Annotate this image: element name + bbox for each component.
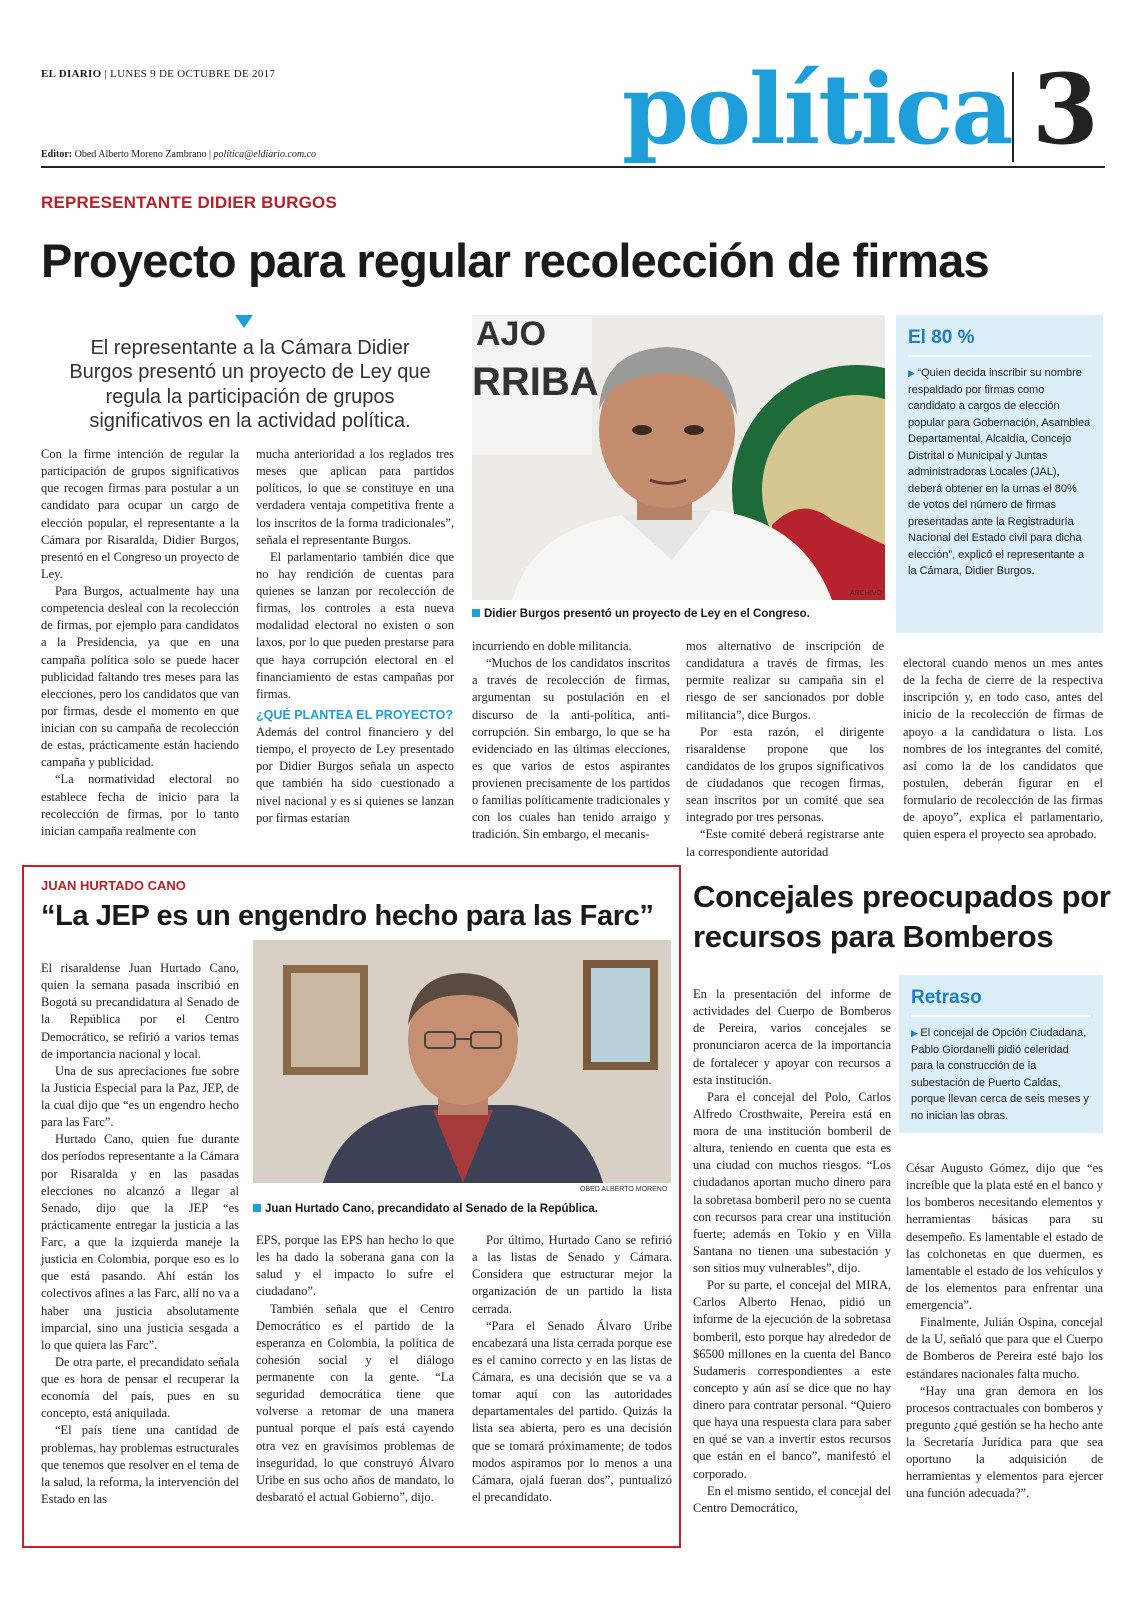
story1-subhead: ¿QUÉ PLANTEA EL PROYECTO? [256,707,454,722]
paragraph: Por esta razón, el dirigente risaraldense propone que los candidatos de los grupos significativos de ciudadanos que recogen firmas, sean inscritos por un comité que sea integrado por tres personas. [686,724,884,825]
sidebar-text: “Quien decida inscribir su nombre respaldado por firmas como candidato a cargos de elección popular para Gobernación, Asamblea Departamental, Alcaldía, Concejo Distrital o Municipal y Juntas administradoras Locales (JAL), deberá obtener en la urnas el 80% de votos del número de firmas presentadas ante la Registraduría Nacional del Estado civil para dicha elección”, explicó el representante a la Cámara, Didier Burgos. [908,367,1091,577]
story1-column-5 [903,655,1103,843]
sidebar-body [911,1025,1091,1124]
sidebar-title: El 80 % [908,327,1091,357]
paragraph: El parlamentario también dice que no hay rendición de cuentas para quienes se lanzan por recolección de firmas, los controles a esta nueva modalidad electoral no existen o son laxos, por lo que pueden prestarse para que haya corrupción electoral en el financiamiento de estas campañas por firmas. [256,549,454,701]
editor-label: Editor: [41,149,73,160]
triangle-marker-icon [235,315,253,328]
paragraph: En la presentación del informe de actividades del Cuerpo de Bomberos de Pereira, varios concejales se pronunciaron acerca de la importancia de fortalecer y apoyar con recursos a esta institución. [693,987,891,1087]
photo2-caption-text: Juan Hurtado Cano, precandidato al Senado de la República. [265,1203,598,1215]
photo1-caption [472,608,892,620]
story1-column-1 [41,446,239,840]
paragraph: electoral cuando menos un mes antes de la fecha de cierre de la respectiva inscripción y, en todo caso, antes del inicio de la recolección de firmas de apoyo a la candidatura o lista. Los nombres de los integrantes del comité, así como la de los candidatos que postulen, deberán figurar en el formulario de recolección de las firmas de apoyo”, explica el parlamentario, quien espera el proyecto sea aprobado. [903,656,1103,842]
paragraph: El risaraldense Juan Hurtado Cano, quien la semana pasada inscribió en Bogotá su precandidatura al Senado de la República por el Centro Democrático, se refirió a varios temas de importancia nacional y local. [41,961,239,1061]
sidebar-retraso [899,975,1103,1133]
paragraph: Además del control financiero y del tiempo, el proyecto de Ley presentado por Didier Burgos señala un aspecto que también ha sido cuestionado a nivel nacional y es si quienes se lanzan por firmas estarían [256,725,454,825]
paragraph: Con la firme intención de regular la participación de grupos significativos que recogen firmas para postular a un candidato para ocupar un cargo de elección popular, el representante a la Cámara por Risaralda, Didier Burgos, presentó en el Congreso un proyecto de Ley. [41,447,239,581]
svg-text:AJO: AJO [476,315,546,353]
paragraph: “Hay una gran demora en los procesos contractuales con bomberos y pregunto ¿qué gestión se ha hecho ante la Secretaría Jurídica para que sea oportuno la adquisición de herramientas y elementos para ejercer una función adecuada?”. [906,1383,1103,1501]
story2-kicker: JUAN HURTADO CANO [41,878,186,893]
story1-kicker: REPRESENTANTE DIDIER BURGOS [41,193,338,212]
paragraph: Una de sus apreciaciones fue sobre la Justicia Especial para la Paz, JEP, de la cual dijo que “es un engendro hecho para las Farc”. [41,1063,239,1130]
portrait-illustration [472,315,885,600]
portrait-illustration [253,940,671,1183]
paragraph: Finalmente, Julián Ospina, concejal de la U, señaló que para que el Cuerpo de Bomberos de Pereira esté bajo los estándares nacionales falta mucho. [906,1315,1103,1381]
photo2-credit: OBED ALBERTO MORENO [580,1186,668,1193]
paragraph: También señala que el Centro Democrático es el partido de la esperanza en Colombia, la política de cohesión social y el diálogo permanente con la gente. “La seguridad democrática tiene que volverse a retomar de una manera puntual porque el país está cayendo otra vez en gravísimos problemas de inseguridad, lo que construyó Álvaro Uribe en sus ocho años de mandato, lo desbarató el actual Gobierno”, dijo. [256,1301,454,1504]
paragraph: “El país tiene una cantidad de problemas, hay problemas estructurales que tenemos que resolver en el tema de la salud, la reforma, la intervención del Estado en las [41,1423,239,1506]
sidebar-body [908,365,1091,580]
svg-text:RRIBA: RRIBA [472,360,599,404]
caption-bullet-icon [253,1204,261,1212]
story2-headline: “La JEP es un engendro hecho para las Farc” [41,900,654,932]
editor-email[interactable]: política@eldiario.com.co [213,149,317,160]
paragraph: EPS, porque las EPS han hecho lo que les ha dado la soberana gana con la salud y el impacto lo sufre el ciudadano”. [256,1233,454,1299]
story2-column-3 [472,1232,672,1506]
header-rule [41,166,1105,168]
story1-deck: El representante a la Cámara Didier Burgos presentó un proyecto de Ley que regula la participación de grupos significativos en la actividad política. [69,337,431,433]
dateline-separator: | [104,68,111,80]
caption-bullet-icon [472,609,480,617]
bullet-arrow-icon: ▶ [911,1028,921,1038]
photo-didier-burgos [472,315,885,600]
editor-name: Obed Alberto Moreno Zambrano [74,149,207,160]
paragraph: Por su parte, el concejal del MIRA, Carlos Alberto Henao, pidió un informe de la ejecución de la sobretasa bomberil, esto porque hay alrededor de $6500 millones en la cuenta del Banco Sudameris correspondientes a este concepto y aún así se dice que no hay dinero para contratar personal. “Quiero que haya una respuesta clara para saber en qué se van a invertir estos recursos que están en el banco”, manifestó el corporado. [693,1278,891,1481]
paragraph: “Este comité deberá registrarse ante la correspondiente autoridad [686,827,884,859]
paragraph: Por último, Hurtado Cano se refirió a las listas de Senado y Cámara. Considera que estructurar mejor la organización de un partido la lista cerrada. [472,1233,672,1316]
story3-headline: Concejales preocupados por recursos para Bomberos [693,879,1111,954]
story2-column-2 [256,1232,454,1506]
story2-column-1 [41,960,239,1508]
bullet-arrow-icon: ▶ [908,368,918,378]
story3-column-1 [693,986,891,1517]
photo2-caption [253,1203,673,1215]
photo1-credit: ARCHIVO [850,590,882,597]
photo1-caption-text: Didier Burgos presentó un proyecto de Ley en el Congreso. [484,608,810,620]
story1-headline: Proyecto para regular recolección de firmas [41,234,989,287]
paragraph: César Augusto Gómez, dijo que “es increíble que la plata esté en el banco y los bomberos necesitando elementos y herramientas básicas para su desempeño. Es lamentable el estado de las colchonetas en que duermen, es lamentable el estado de los vehículos y de los elementos para enfrentar una emergencia”. [906,1161,1103,1312]
paragraph: Hurtado Cano, quien fue durante dos períodos representante a la Cámara por Risaralda y en las pasadas elecciones no alcanzó a llegar al Senado, dijo que la JEP “es prácticamente entregar la justicia a las Farc, a que la izquierda maneje la justicia en Colombia, porque eso es lo que está pasando. Ahí están los colectivos afines a las Farc, allí no va a haber una justicia absolutamente imparcial, sino una justicia sesgada a lo que quiera las Farc”. [41,1132,239,1352]
paragraph: “Para el Senado Álvaro Uribe encabezará una lista cerrada porque ese es el camino correcto y en las listas de Cámara, es una decisión que se va a tomar aquí con las autoridades departamentales del partido. Quizás la lista sea abierta, pero es una decisión que se tomará próximamente; de todos modos aspiramos por lo menos a una Cámara, ojalá fueran dos”, puntualizó el precandidato. [472,1318,672,1504]
paper-name: EL DIARIO [41,68,102,80]
paragraph: De otra parte, el precandidato señala que es hora de pensar el recuperar la economía del país, pues en su concepto, está aniquilada. [41,1354,239,1421]
paper-dateline [41,68,275,80]
paragraph: Para el concejal del Polo, Carlos Alfredo Crosthwaite, Pereira está en mora de una institución bomberil de altura, teniendo en cuenta que esta es una ciudad con muchos riesgos. “Los ciudadanos aportan mucho dinero para la sobretasa bomberil pero no se cuenta con recursos para crear una institución fuerte; además en Tokio y en Villa Santana no tienen una subestación y son sitios muy vulnerables”, dijo. [693,1089,891,1275]
paragraph: Para Burgos, actualmente hay una competencia desleal con la recolección de firmas, por ejemplo para candidatos a la Presidencia, ya que en una campaña política solo se puede hacer publicidad faltando tres meses para las elecciones, pero los candidatos que van por firmas, desde el momento en que inician con su campaña de recolección de estas, prácticamente están haciendo campaña y publicidad. [41,584,239,770]
paragraph: incurriendo en doble militancia. [472,639,632,653]
story1-column-3 [472,638,670,844]
story3-column-2 [906,1160,1103,1503]
editor-line: Editor: Obed Alberto Moreno Zambrano | política@eldiario.com.co [41,149,317,160]
photo-juan-hurtado-cano [253,940,671,1183]
page-number: 3 [1032,53,1099,166]
sidebar-title: Retraso [911,987,1091,1017]
sidebar-text: El concejal de Opción Ciudadana, Pablo Giordanelli pidió celeridad para la construcción de la subestación de Puerto Caldas, porque llevan cerca de seis meses y no inician las obras. [911,1027,1089,1122]
paragraph: mos alternativo de inscripción de candidatura a través de firmas, les permite realizar su campaña sin el riesgo de ser sancionados por doble militancia”, dice Burgos. [686,639,884,722]
paragraph: “La normatividad electoral no establece fecha de inicio para la recolección de firmas, por lo tanto inician campaña realmente con [41,772,239,838]
paragraph: mucha anterioridad a los reglados tres meses que aplican para partidos políticos, lo que se constituye en una verdadera ventaja competitiva frente a los inscritos de la forma tradicionales”, señala el representante Burgos. [256,447,454,547]
sidebar-el-80 [896,315,1103,633]
paragraph: “Muchos de los candidatos inscritos a través de recolección de firmas, argumentan su postulación en el discurso de la anti-política, anti-corrupción. Sin embargo, lo que se ha evidenciado en las últimas elecciones, es que varios de estos aspirantes provienen precisamente de los partidos o familias políticamente tradicionales y con los cuales han tenido arraigo y tradición. Sin embargo, el mecanis- [472,656,670,842]
issue-date: LUNES 9 DE OCTUBRE DE 2017 [110,68,276,80]
paragraph: En el mismo sentido, el concejal del Centro Democrático, [693,1483,891,1515]
header-divider [1012,72,1014,162]
section-title: política [622,53,1012,166]
story1-column-2 [256,446,454,827]
story1-column-4 [686,638,884,861]
